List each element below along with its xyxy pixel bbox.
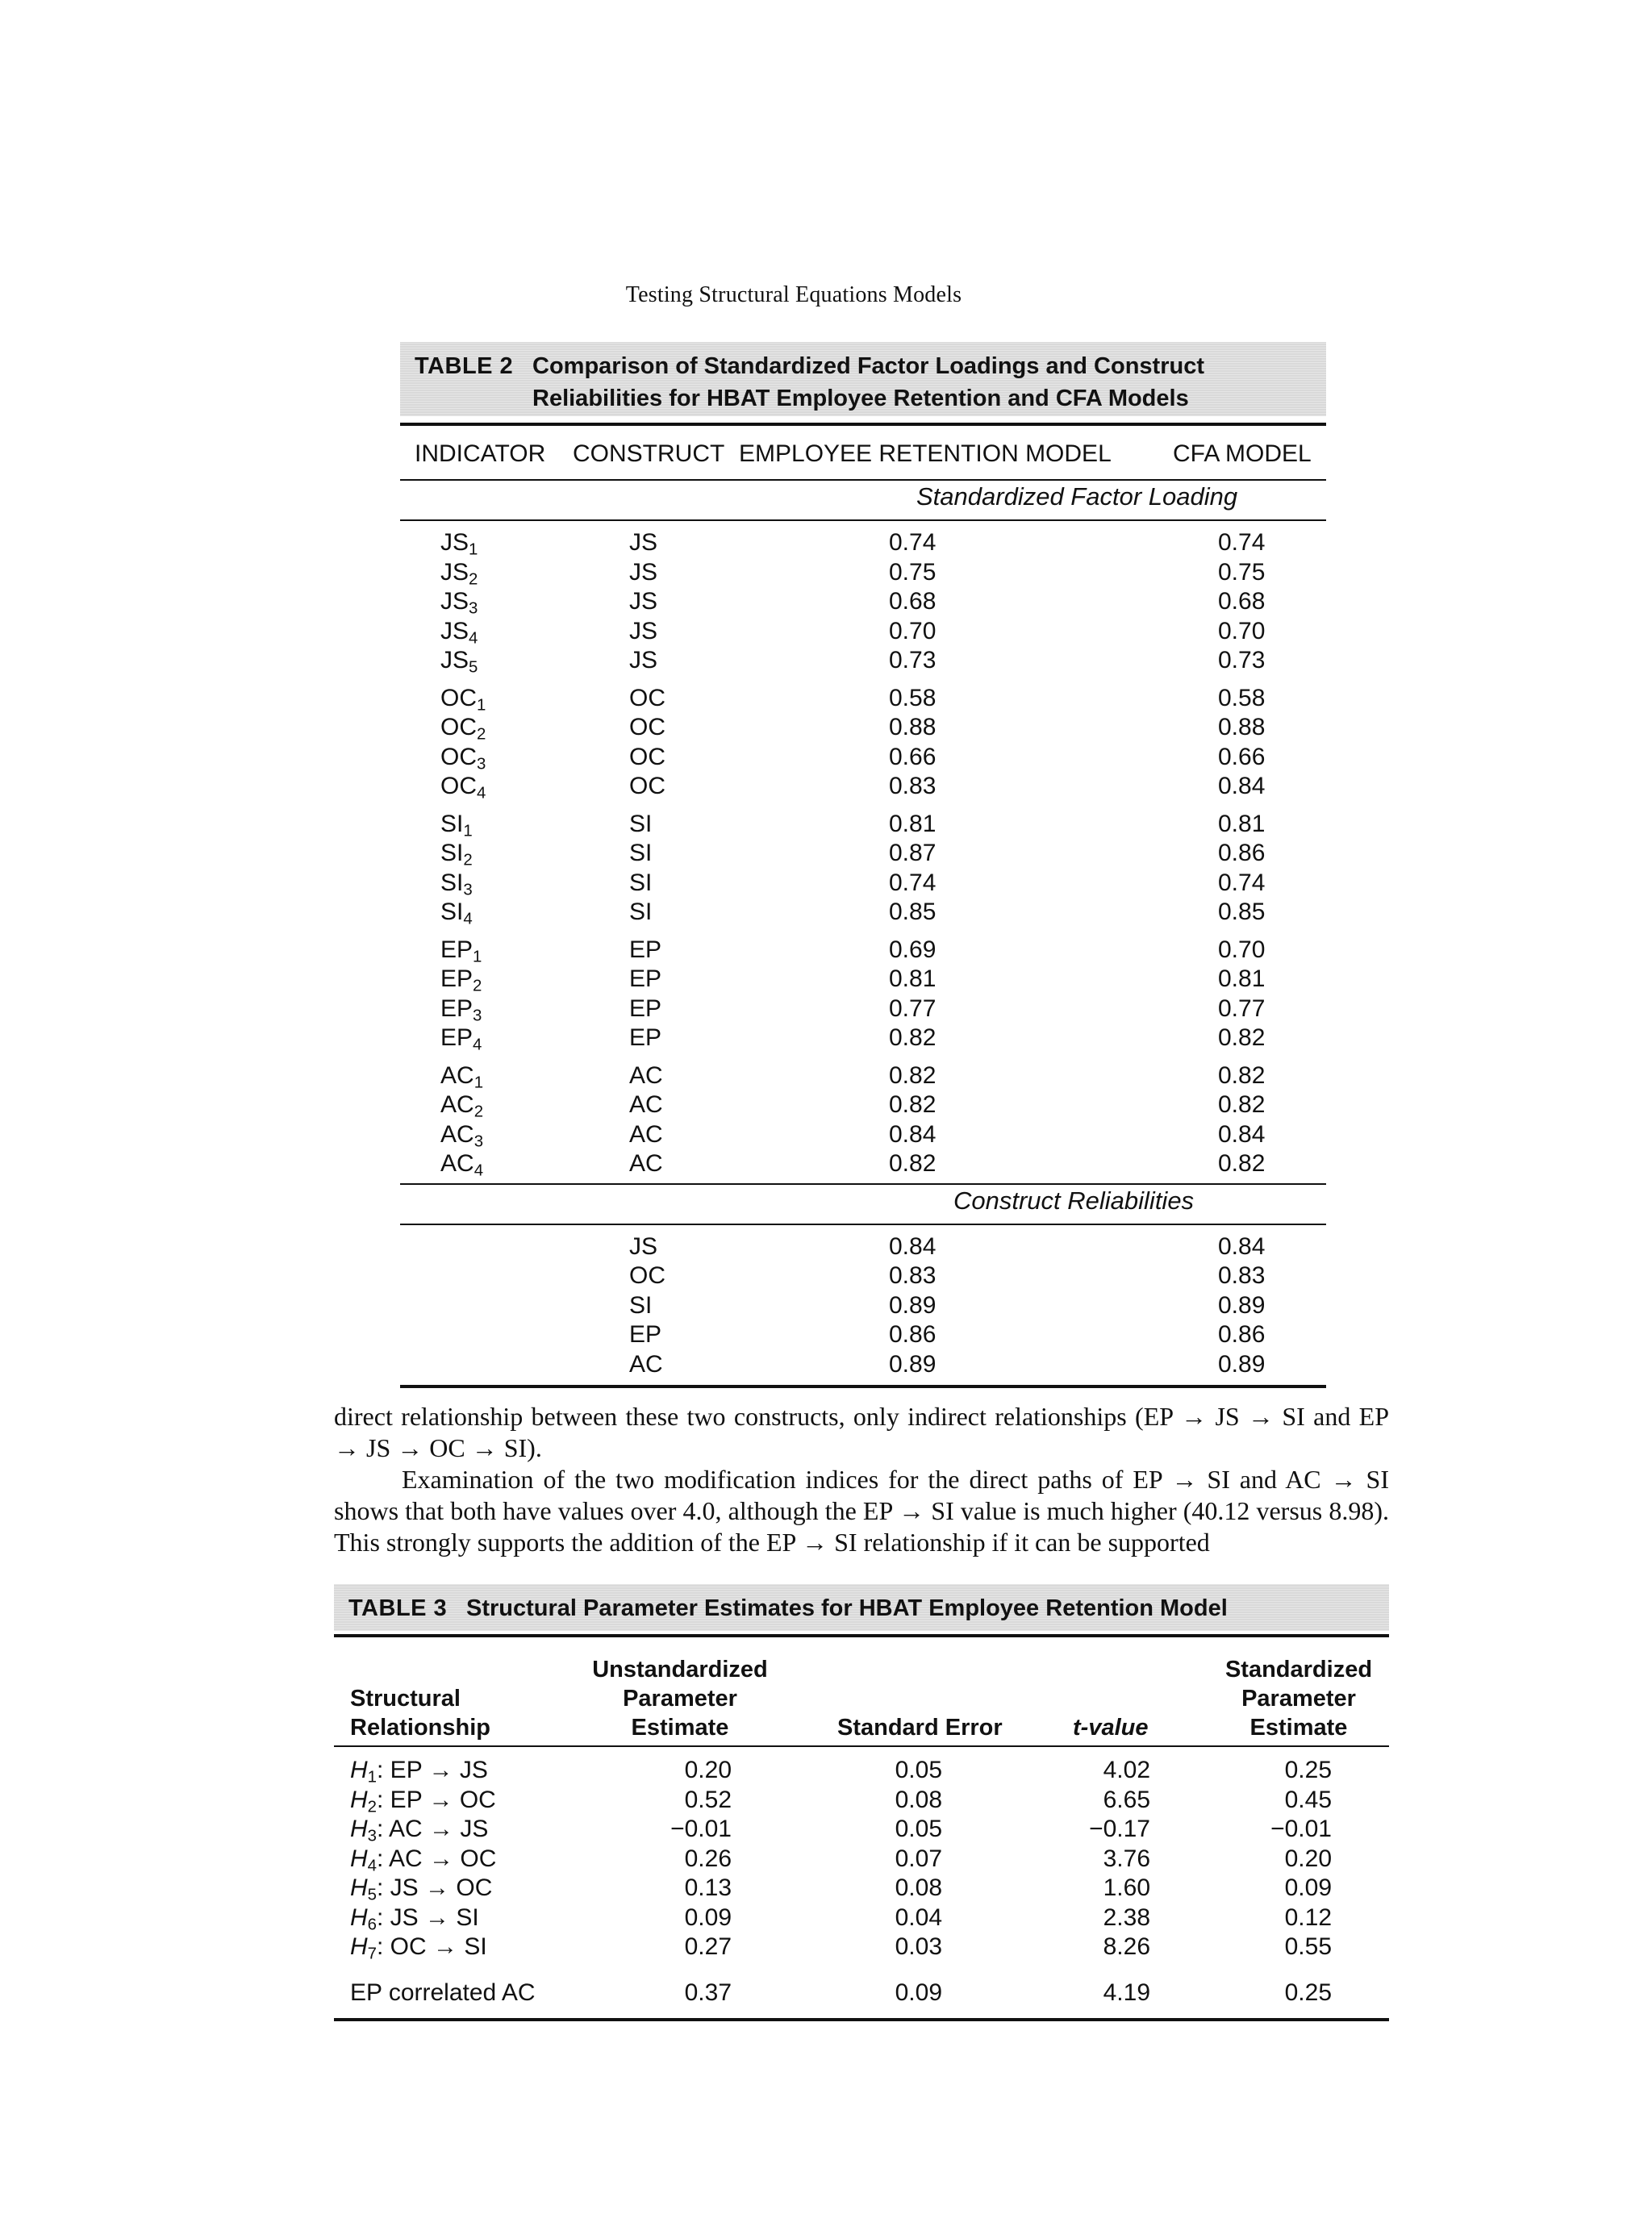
- hypothesis-row: [334, 1904, 1389, 1934]
- construct-cell: SI: [629, 869, 653, 896]
- cfa-value: 0.82: [1218, 1150, 1266, 1177]
- reliability-subhead-text: Construct Reliabilities: [953, 1186, 1195, 1215]
- header-structural-relationship: [350, 1684, 490, 1742]
- indicator-subscript: 1: [463, 822, 473, 840]
- indicator-name: JS: [440, 558, 469, 586]
- group-gap: [400, 677, 1326, 685]
- table-row: [400, 995, 1326, 1025]
- body-paragraph-1: direct relationship between these two constructs, only indirect relationships (EP → JS → SI and EP → JS → OC → SI).: [334, 1402, 1389, 1462]
- header-std-line2: Parameter: [1241, 1686, 1356, 1712]
- indicator-name: SI: [440, 869, 464, 896]
- indicator-subscript: 1: [473, 948, 482, 966]
- standardized-estimate: 0.20: [1284, 1845, 1332, 1872]
- cfa-value: 0.68: [1218, 588, 1266, 615]
- indicator-subscript: 2: [473, 977, 482, 995]
- hypothesis-subscript: 6: [367, 1916, 378, 1934]
- unstandardized-estimate: 0.13: [684, 1874, 732, 1901]
- cfa-value: 0.73: [1218, 647, 1266, 673]
- table-2: [400, 342, 1326, 1388]
- standardized-estimate: 0.25: [1284, 1757, 1332, 1783]
- standardized-estimate: 0.45: [1284, 1786, 1332, 1813]
- table-row: [400, 1062, 1326, 1092]
- indicator-subscript: 2: [477, 725, 486, 744]
- cfa-value: 0.70: [1218, 617, 1266, 644]
- employee-retention-value: 0.69: [889, 936, 937, 963]
- structural-relationship-cell: [350, 1757, 488, 1787]
- cfa-value: 0.58: [1218, 684, 1266, 711]
- indicator-cell: [440, 714, 486, 744]
- hypothesis-label: H: [350, 1874, 368, 1901]
- table-3-label: TABLE 3: [348, 1595, 448, 1621]
- employee-retention-value: 0.85: [889, 899, 937, 925]
- t-value: 1.60: [1103, 1874, 1150, 1901]
- indicator-subscript: 1: [477, 696, 486, 715]
- structural-relationship-cell: [350, 1933, 487, 1961]
- cfa-value: 0.86: [1218, 840, 1266, 866]
- employee-retention-value: 0.74: [889, 529, 937, 556]
- table-row: [400, 588, 1326, 618]
- indicator-cell: [440, 995, 482, 1023]
- header-standard-error: Standard Error: [837, 1715, 1003, 1741]
- table-2-title: Comparison of Standardized Factor Loadings and Construct Reliabilities for HBAT Employee Retention and CFA Models: [532, 353, 1204, 411]
- table-row: [400, 811, 1326, 840]
- hypothesis-label: H: [350, 1757, 368, 1783]
- cfa-value: 0.74: [1218, 529, 1266, 556]
- unstandardized-estimate: 0.26: [684, 1845, 732, 1872]
- hypothesis-label: H: [350, 1845, 368, 1872]
- unstandardized-estimate: 0.37: [684, 1979, 732, 2006]
- employee-retention-value: 0.75: [889, 558, 937, 586]
- table-2-caption: [400, 342, 1326, 416]
- table-3-title: Structural Parameter Estimates for HBAT Employee Retention Model: [466, 1595, 1228, 1621]
- employee-retention-value: 0.70: [889, 617, 937, 644]
- indicator-subscript: 5: [469, 658, 478, 677]
- indicator-cell: [440, 811, 473, 838]
- employee-retention-value: 0.77: [889, 994, 937, 1022]
- hypothesis-label: H: [350, 1904, 368, 1931]
- indicator-subscript: 2: [473, 1103, 484, 1121]
- indicator-subscript: 1: [469, 540, 478, 559]
- employee-retention-value: 0.84: [889, 1120, 937, 1148]
- indicator-cell: [440, 1150, 483, 1178]
- construct-cell: JS: [629, 647, 658, 673]
- indicator-cell: [440, 1062, 483, 1090]
- standardized-estimate: 0.09: [1284, 1874, 1332, 1901]
- construct-cell: EP: [629, 1321, 662, 1348]
- table-3-caption: [334, 1584, 1389, 1631]
- t-value: 4.02: [1103, 1757, 1150, 1783]
- relationship-text: : JS → SI: [377, 1904, 479, 1931]
- employee-retention-value: 0.82: [889, 1024, 937, 1051]
- unstandardized-estimate: 0.27: [684, 1933, 732, 1960]
- indicator-name: EP: [440, 994, 473, 1022]
- correlation-row: [334, 1979, 1389, 2009]
- unstandardized-estimate: 0.52: [684, 1786, 732, 1813]
- table-row: [400, 1150, 1326, 1180]
- employee-retention-value: 0.81: [889, 965, 937, 992]
- reliability-subhead: [400, 1185, 1326, 1224]
- indicator-subscript: 4: [477, 784, 486, 803]
- indicator-cell: [440, 558, 478, 589]
- indicator-name: SI: [440, 899, 464, 925]
- relationship-text: : EP → OC: [377, 1786, 496, 1813]
- indicator-name: EP: [440, 965, 473, 992]
- table-row: [400, 773, 1326, 803]
- construct-cell: OC: [629, 743, 665, 770]
- group-gap: [400, 1054, 1326, 1062]
- employee-retention-value: 0.82: [889, 1091, 937, 1118]
- indicator-cell: [440, 936, 482, 964]
- table-row: [400, 936, 1326, 966]
- indicator-cell: [440, 899, 473, 926]
- indicator-name: JS: [440, 529, 469, 556]
- construct-cell: JS: [629, 1232, 658, 1260]
- body-paragraph-2: Examination of the two modification indices for the direct paths of EP → SI and AC → SI shows that both have values over 4.0, although the EP → SI value is much higher (40.12 versus 8.98). This strongly supports the addition of the EP → SI relationship if it can be supported: [334, 1465, 1389, 1557]
- header-unstd-line3: Estimate: [631, 1715, 729, 1741]
- hypothesis-subscript: 4: [367, 1857, 378, 1875]
- structural-relationship-cell: EP correlated AC: [350, 1979, 536, 2006]
- construct-cell: SI: [629, 810, 653, 837]
- construct-cell: EP: [629, 936, 662, 963]
- construct-cell: JS: [629, 558, 658, 586]
- employee-retention-value: 0.82: [889, 1061, 937, 1089]
- hypothesis-row: [334, 1874, 1389, 1904]
- construct-cell: OC: [629, 773, 665, 799]
- construct-cell: AC: [629, 1150, 663, 1177]
- table-2-reliabilities: [400, 1225, 1326, 1381]
- standard-error: 0.05: [895, 1816, 942, 1842]
- table-row: [400, 869, 1326, 899]
- loading-subhead-text: Standardized Factor Loading: [916, 482, 1238, 511]
- indicator-cell: [440, 529, 478, 557]
- cfa-value: 0.84: [1218, 1120, 1266, 1148]
- employee-retention-value: 0.88: [889, 714, 937, 740]
- standard-error: 0.03: [895, 1933, 942, 1960]
- construct-cell: AC: [629, 1091, 663, 1118]
- indicator-cell: [440, 1091, 483, 1119]
- employee-retention-reliability: 0.89: [889, 1350, 937, 1378]
- header-structural-line2: Relationship: [350, 1715, 491, 1741]
- header-std-line1: Standardized: [1224, 1657, 1373, 1683]
- cfa-value: 0.84: [1218, 773, 1266, 799]
- employee-retention-value: 0.73: [889, 647, 937, 673]
- header-cfa-model: CFA MODEL: [1173, 440, 1312, 467]
- indicator-cell: [440, 617, 478, 648]
- indicator-cell: [440, 840, 473, 867]
- cfa-reliability: 0.89: [1218, 1291, 1266, 1319]
- indicator-subscript: 3: [473, 1007, 482, 1025]
- header-structural-line1: Structural: [350, 1686, 461, 1712]
- header-standardized: [1220, 1655, 1378, 1742]
- hypothesis-row: [334, 1933, 1389, 1963]
- construct-cell: AC: [629, 1350, 663, 1378]
- loading-subhead: [400, 481, 1326, 519]
- row-gap: [334, 1963, 1389, 1979]
- cfa-value: 0.81: [1218, 810, 1266, 837]
- indicator-subscript: 2: [463, 851, 473, 869]
- header-employee-retention-model: EMPLOYEE RETENTION MODEL: [739, 440, 1112, 467]
- indicator-subscript: 2: [469, 570, 478, 589]
- t-value: 8.26: [1103, 1933, 1150, 1960]
- employee-retention-value: 0.87: [889, 840, 937, 866]
- construct-cell: SI: [629, 1291, 653, 1319]
- indicator-name: OC: [440, 773, 477, 799]
- employee-retention-reliability: 0.84: [889, 1232, 937, 1260]
- t-value: 2.38: [1103, 1904, 1150, 1931]
- cfa-value: 0.75: [1218, 558, 1266, 586]
- construct-cell: SI: [629, 840, 653, 866]
- cfa-value: 0.77: [1218, 994, 1266, 1022]
- table-row: [400, 1121, 1326, 1151]
- table-row: [400, 559, 1326, 589]
- relationship-text: : EP → JS: [377, 1757, 488, 1783]
- standard-error: 0.04: [895, 1904, 942, 1931]
- employee-retention-reliability: 0.83: [889, 1262, 937, 1289]
- employee-retention-value: 0.58: [889, 684, 937, 711]
- cfa-reliability: 0.83: [1218, 1262, 1266, 1289]
- table-row: [400, 744, 1326, 773]
- cfa-value: 0.88: [1218, 714, 1266, 740]
- hypothesis-subscript: 1: [367, 1768, 378, 1787]
- indicator-subscript: 1: [473, 1074, 484, 1092]
- employee-retention-reliability: 0.89: [889, 1291, 937, 1319]
- hypothesis-label: H: [350, 1816, 368, 1842]
- hypothesis-row: [334, 1757, 1389, 1787]
- employee-retention-value: 0.66: [889, 743, 937, 770]
- construct-cell: JS: [629, 617, 658, 644]
- table-row: [400, 647, 1326, 677]
- hypothesis-subscript: 7: [367, 1945, 378, 1963]
- standard-error: 0.09: [895, 1979, 942, 2006]
- table-2-body: [400, 521, 1326, 1180]
- indicator-cell: [440, 684, 486, 715]
- cfa-value: 0.82: [1218, 1061, 1266, 1089]
- cfa-value: 0.74: [1218, 869, 1266, 896]
- table-2-header: [400, 426, 1326, 479]
- construct-cell: AC: [629, 1120, 663, 1148]
- indicator-cell: [440, 744, 486, 771]
- cfa-value: 0.81: [1218, 965, 1266, 992]
- employee-retention-value: 0.83: [889, 773, 937, 799]
- relationship-text: : OC → SI: [377, 1933, 487, 1960]
- employee-retention-value: 0.74: [889, 869, 937, 896]
- hypothesis-subscript: 2: [367, 1798, 378, 1816]
- table-row: [400, 714, 1326, 744]
- table-3-header: [334, 1637, 1389, 1745]
- cfa-value: 0.85: [1218, 899, 1266, 925]
- running-head-text: Testing Structural Equations Models: [625, 282, 962, 307]
- cfa-value: 0.70: [1218, 936, 1266, 963]
- structural-relationship-cell: [350, 1874, 492, 1902]
- indicator-name: AC: [440, 1120, 474, 1148]
- indicator-cell: [440, 773, 486, 803]
- table-row: [400, 1024, 1326, 1054]
- indicator-cell: [440, 588, 478, 618]
- construct-cell: OC: [629, 1262, 665, 1289]
- header-unstd-line2: Parameter: [623, 1686, 737, 1712]
- indicator-name: JS: [440, 617, 469, 644]
- indicator-cell: [440, 965, 482, 993]
- indicator-subscript: 4: [473, 1036, 482, 1054]
- indicator-cell: [440, 869, 473, 897]
- construct-cell: EP: [629, 965, 662, 992]
- group-gap: [400, 928, 1326, 936]
- employee-retention-reliability: 0.86: [889, 1321, 937, 1348]
- indicator-name: JS: [440, 588, 469, 615]
- standardized-estimate: 0.12: [1284, 1904, 1332, 1931]
- table-row: [400, 685, 1326, 715]
- hypothesis-subscript: 3: [367, 1827, 378, 1845]
- standardized-estimate: 0.25: [1284, 1979, 1332, 2006]
- indicator-name: AC: [440, 1091, 474, 1118]
- t-value: −0.17: [1089, 1816, 1150, 1842]
- standard-error: 0.05: [895, 1757, 942, 1783]
- construct-cell: EP: [629, 1024, 662, 1051]
- header-unstandardized: [592, 1655, 768, 1742]
- standardized-estimate: 0.55: [1284, 1933, 1332, 1960]
- table-3-body: [334, 1747, 1389, 2008]
- indicator-name: OC: [440, 684, 477, 711]
- indicator-subscript: 3: [469, 599, 478, 618]
- reliability-row: [400, 1233, 1326, 1263]
- running-head: [0, 282, 1652, 308]
- reliability-row: [400, 1321, 1326, 1351]
- construct-cell: OC: [629, 684, 665, 711]
- employee-retention-value: 0.81: [889, 810, 937, 837]
- group-gap: [400, 803, 1326, 811]
- indicator-name: EP: [440, 936, 473, 963]
- indicator-subscript: 4: [473, 1161, 484, 1180]
- header-t-value: t-value: [1073, 1715, 1149, 1741]
- indicator-name: OC: [440, 714, 477, 740]
- unstandardized-estimate: 0.09: [684, 1904, 732, 1931]
- cfa-reliability: 0.89: [1218, 1350, 1266, 1378]
- hypothesis-row: [334, 1816, 1389, 1845]
- indicator-subscript: 3: [463, 881, 473, 899]
- indicator-name: OC: [440, 743, 477, 770]
- t-value: 6.65: [1103, 1786, 1150, 1813]
- indicator-name: AC: [440, 1150, 474, 1177]
- indicator-name: SI: [440, 810, 464, 837]
- relationship-text: : AC → OC: [377, 1845, 497, 1872]
- relationship-text: : AC → JS: [377, 1816, 489, 1842]
- indicator-name: AC: [440, 1061, 474, 1089]
- indicator-name: EP: [440, 1024, 473, 1051]
- cfa-value: 0.82: [1218, 1091, 1266, 1118]
- hypothesis-label: H: [350, 1933, 368, 1960]
- standard-error: 0.08: [895, 1786, 942, 1813]
- construct-cell: JS: [629, 588, 658, 615]
- indicator-subscript: 3: [473, 1132, 484, 1151]
- indicator-cell: [440, 647, 478, 677]
- cfa-value: 0.66: [1218, 743, 1266, 770]
- cfa-reliability: 0.86: [1218, 1321, 1266, 1348]
- construct-cell: OC: [629, 714, 665, 740]
- hypothesis-label: H: [350, 1786, 368, 1813]
- t-value: 4.19: [1103, 1979, 1150, 2006]
- table-row: [400, 840, 1326, 869]
- standard-error: 0.08: [895, 1874, 942, 1901]
- hypothesis-row: [334, 1787, 1389, 1816]
- structural-relationship-cell: [350, 1904, 479, 1932]
- reliability-row: [400, 1292, 1326, 1322]
- reliability-row: [400, 1262, 1326, 1292]
- table-2-label: TABLE 2: [415, 353, 514, 379]
- relationship-text: : JS → OC: [377, 1874, 493, 1901]
- construct-cell: EP: [629, 994, 662, 1022]
- employee-retention-value: 0.82: [889, 1150, 937, 1177]
- employee-retention-value: 0.68: [889, 588, 937, 615]
- header-indicator: INDICATOR: [415, 440, 546, 467]
- indicator-name: SI: [440, 840, 464, 866]
- structural-relationship-cell: [350, 1787, 496, 1814]
- construct-cell: JS: [629, 529, 658, 556]
- table-3: [334, 1584, 1389, 2021]
- t-value: 3.76: [1103, 1845, 1150, 1872]
- hypothesis-row: [334, 1845, 1389, 1875]
- cfa-value: 0.82: [1218, 1024, 1266, 1051]
- table-row: [400, 899, 1326, 928]
- header-construct: CONSTRUCT: [573, 440, 725, 467]
- indicator-name: JS: [440, 647, 469, 673]
- header-std-line3: Estimate: [1249, 1715, 1348, 1741]
- table-row: [400, 965, 1326, 995]
- construct-cell: AC: [629, 1061, 663, 1089]
- unstandardized-estimate: −0.01: [670, 1816, 732, 1842]
- hypothesis-subscript: 5: [367, 1886, 378, 1904]
- indicator-cell: [440, 1121, 483, 1149]
- cfa-reliability: 0.84: [1218, 1232, 1266, 1260]
- standard-error: 0.07: [895, 1845, 942, 1872]
- indicator-subscript: 4: [469, 629, 478, 648]
- indicator-subscript: 4: [463, 910, 473, 928]
- table-row: [400, 618, 1326, 648]
- unstandardized-estimate: 0.20: [684, 1757, 732, 1783]
- indicator-cell: [440, 1024, 482, 1052]
- indicator-subscript: 3: [477, 755, 486, 773]
- header-unstd-line1: Unstandardized: [592, 1657, 768, 1683]
- structural-relationship-cell: [350, 1845, 496, 1873]
- structural-relationship-cell: [350, 1816, 488, 1843]
- reliability-row: [400, 1351, 1326, 1381]
- table-row: [400, 1091, 1326, 1121]
- table-row: [400, 529, 1326, 559]
- construct-cell: SI: [629, 899, 653, 925]
- standardized-estimate: −0.01: [1270, 1816, 1332, 1842]
